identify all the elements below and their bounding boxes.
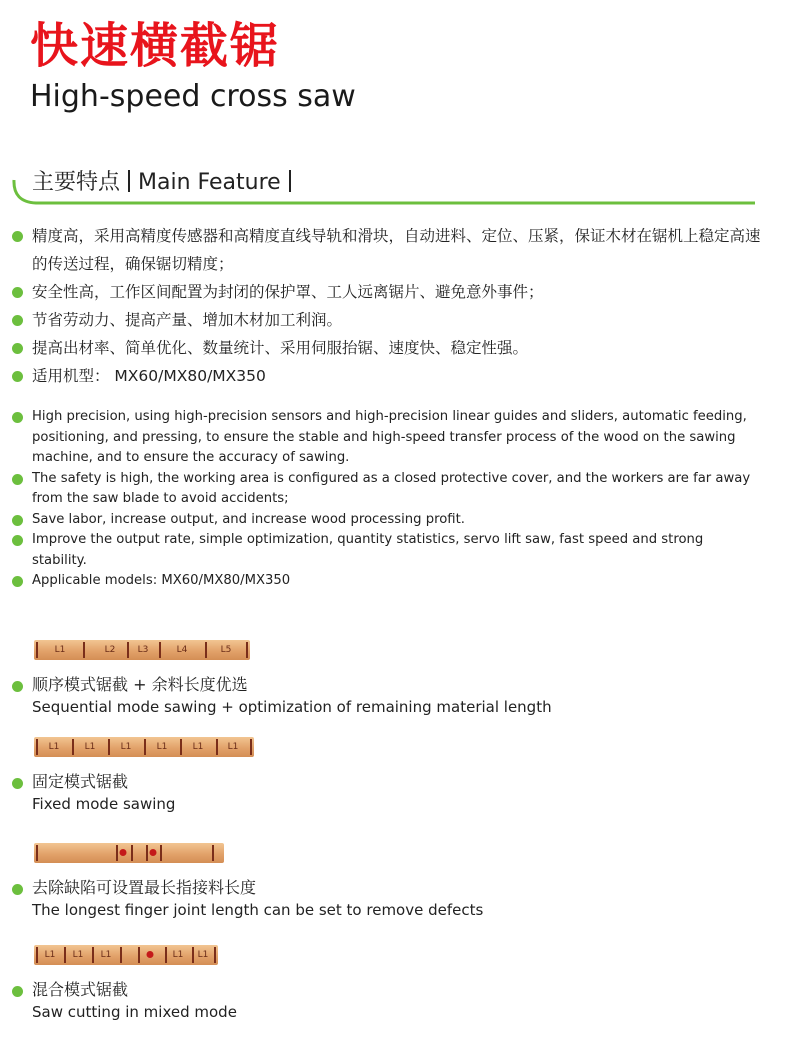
cut-line <box>250 739 252 755</box>
feature-item-cn: 节省劳动力、提高产量、增加木材加工利润。 <box>12 306 772 334</box>
feature-item-cn: 精度高，采用高精度传感器和高精度直线导轨和滑块，自动进料、定位、压紧，保证木材在锯机上稳定高速的传送过程，确保锯切精度； <box>12 222 772 278</box>
cut-line <box>108 739 110 755</box>
defect-mark <box>150 849 157 856</box>
wood-board-fixed <box>34 737 254 757</box>
cut-line <box>216 739 218 755</box>
mode-title-cn: 顺序模式锯截 + 余料长度优选 <box>12 674 572 696</box>
page-title-en: High-speed cross saw <box>30 79 356 114</box>
segment-label: L2 <box>104 645 116 655</box>
segment-label: L1 <box>100 950 112 960</box>
bullet-dot-icon <box>12 681 23 692</box>
wood-board-defect <box>34 843 224 863</box>
defect-mark <box>147 951 154 958</box>
bullet-dot-icon <box>12 287 23 298</box>
cut-line <box>212 845 214 861</box>
section-heading <box>32 168 299 198</box>
bullet-dot-icon <box>12 371 23 382</box>
segment-label: L1 <box>192 742 204 752</box>
page-title-cn: 快速横截锯 <box>30 18 281 74</box>
feature-item-en: Save labor, increase output, and increase wood processing profit. <box>12 510 760 531</box>
mode-title-cn: 去除缺陷可设置最长指接料长度 <box>12 877 572 899</box>
mode-title-en: The longest finger joint length can be set to remove defects <box>32 901 484 919</box>
cut-line <box>83 642 85 658</box>
bullet-dot-icon <box>12 474 23 485</box>
cut-line <box>36 947 38 963</box>
segment-label: L5 <box>220 645 232 655</box>
mode-fixed <box>12 737 572 815</box>
bullet-dot-icon <box>12 231 23 242</box>
cut-line <box>246 642 248 658</box>
mode-title-en: Saw cutting in mixed mode <box>32 1003 237 1021</box>
segment-label: L1 <box>72 950 84 960</box>
segment-label: L1 <box>120 742 132 752</box>
cut-line <box>36 845 38 861</box>
cut-line <box>192 947 194 963</box>
bullet-dot-icon <box>12 778 23 789</box>
defect-mark <box>120 849 127 856</box>
cut-line <box>116 845 118 861</box>
cut-line <box>36 642 38 658</box>
cut-line <box>92 947 94 963</box>
segment-label: L1 <box>172 950 184 960</box>
wood-board-sequential <box>34 640 250 660</box>
section-heading-cn: 主要特点 <box>32 170 121 195</box>
feature-item-en: The safety is high, the working area is configured as a closed protective cover, and the workers are far away from the saw blade to avoid accidents; <box>12 469 760 510</box>
bullet-dot-icon <box>12 986 23 997</box>
cut-line <box>64 947 66 963</box>
segment-label: L1 <box>44 950 56 960</box>
mode-title-en: Fixed mode sawing <box>32 795 176 813</box>
features-list-cn <box>12 222 772 390</box>
cut-line <box>180 739 182 755</box>
mode-title-cn: 混合模式锯截 <box>12 979 572 1001</box>
bullet-dot-icon <box>12 535 23 546</box>
mode-title-en: Sequential mode sawing + optimization of remaining material length <box>32 698 552 716</box>
cut-line <box>160 845 162 861</box>
section-heading-en: Main Feature <box>138 170 281 195</box>
bullet-dot-icon <box>12 515 23 526</box>
mode-defect-removal <box>12 843 572 921</box>
feature-item-en: High precision, using high-precision sensors and high-precision linear guides and sliders, automatic feeding, positioning, and pressing, to ensure the stable and high-speed transfer process of the wood on the sawing machine, and to ensure the accuracy of sawing. <box>12 407 760 469</box>
feature-item-en: Improve the output rate, simple optimization, quantity statistics, servo lift saw, fast speed and strong stability. <box>12 530 760 571</box>
mode-mixed <box>12 945 572 1023</box>
heading-divider-end <box>289 170 291 192</box>
segment-label: L1 <box>156 742 168 752</box>
mode-sequential <box>12 640 572 718</box>
cut-line <box>138 947 140 963</box>
feature-item-cn: 适用机型： MX60/MX80/MX350 <box>12 362 772 390</box>
cut-line <box>159 642 161 658</box>
mode-title-cn: 固定模式锯截 <box>12 771 572 793</box>
heading-divider <box>128 170 130 192</box>
bullet-dot-icon <box>12 315 23 326</box>
cut-line <box>127 642 129 658</box>
segment-label: L1 <box>54 645 66 655</box>
bullet-dot-icon <box>12 576 23 587</box>
feature-item-cn: 安全性高，工作区间配置为封闭的保护罩、工人远离锯片、避免意外事件； <box>12 278 772 306</box>
feature-item-en: Applicable models: MX60/MX80/MX350 <box>12 571 760 592</box>
bullet-dot-icon <box>12 412 23 423</box>
bullet-dot-icon <box>12 884 23 895</box>
cut-line <box>146 845 148 861</box>
cut-line <box>205 642 207 658</box>
segment-label: L1 <box>197 950 209 960</box>
bullet-dot-icon <box>12 343 23 354</box>
segment-label: L1 <box>48 742 60 752</box>
wood-board-mixed <box>34 945 218 965</box>
cut-line <box>120 947 122 963</box>
segment-label: L1 <box>84 742 96 752</box>
cut-line <box>214 947 216 963</box>
features-list-en <box>12 407 760 592</box>
cut-line <box>131 845 133 861</box>
cut-line <box>144 739 146 755</box>
feature-item-cn: 提高出材率、简单优化、数量统计、采用伺服抬锯、速度快、稳定性强。 <box>12 334 772 362</box>
segment-label: L4 <box>176 645 188 655</box>
cut-line <box>36 739 38 755</box>
segment-label: L1 <box>227 742 239 752</box>
cut-line <box>165 947 167 963</box>
cut-line <box>72 739 74 755</box>
segment-label: L3 <box>137 645 149 655</box>
